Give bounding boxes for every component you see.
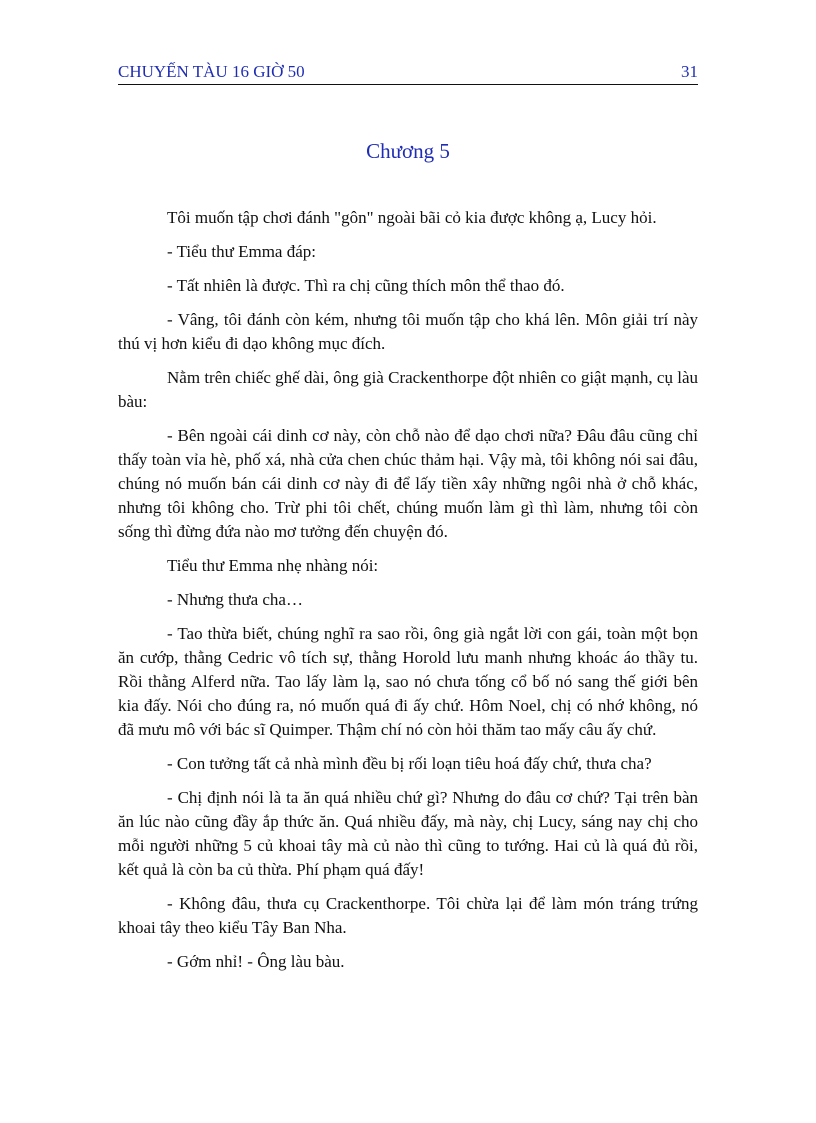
paragraph: - Tao thừa biết, chúng nghĩ ra sao rồi, ông già ngắt lời con gái, toàn một bọn ăn cướp, thằng Cedric vô tích sự, thằng Horold lưu manh nhưng khoác áo thầy tu. Rồi thằng Alferd nữa. Tao lấy làm lạ, sao nó chưa tống cổ bố nó sang thế giới bên kia đấy. Nói cho đúng ra, nó muốn quá đi ấy chứ. Hôm Noel, chị có nhớ không, nó đã mưu mô với bác sĩ Quimper. Thậm chí nó còn hỏi thăm tao mấy câu ấy chứ.	[118, 624, 698, 739]
paragraph: - Tất nhiên là được. Thì ra chị cũng thích môn thể thao đó.	[167, 276, 565, 295]
header-rule	[118, 84, 698, 85]
paragraph: - Nhưng thưa cha…	[167, 590, 303, 609]
paragraph: - Không đâu, thưa cụ Crackenthorpe. Tôi chừa lại để làm món tráng trứng khoai tây theo kiểu Tây Ban Nha.	[118, 894, 698, 937]
paragraph: Tôi muốn tập chơi đánh "gôn" ngoài bãi cỏ kia được không ạ, Lucy hỏi.	[167, 208, 657, 227]
paragraph: - Bên ngoài cái dinh cơ này, còn chỗ nào để dạo chơi nữa? Đâu đâu cũng chỉ thấy toàn vỉa hè, phố xá, nhà cửa chen chúc thảm hại. Vậy mà, tôi không nói sai đâu, chúng nó muốn bán cái dinh cơ này đi để lấy tiền xây những ngôi nhà ở chỗ khác, nhưng tôi không cho. Trừ phi tôi chết, chúng muốn làm gì thì làm, nhưng tôi còn sống thì đừng đứa nào mơ tưởng đến chuyện đó.	[118, 426, 698, 541]
paragraph: - Tiểu thư Emma đáp:	[167, 242, 316, 261]
chapter-title: Chương 5	[366, 139, 450, 163]
page-number: 31	[681, 62, 698, 81]
paragraph: - Chị định nói là ta ăn quá nhiều chứ gì? Nhưng do đâu cơ chứ? Tại trên bàn ăn lúc nào cũng đầy ắp thức ăn. Quá nhiều đấy, mà này, chị Lucy, sáng nay chị cho mỗi người những 5 củ khoai tây mà củ nào thì cũng to tướng. Hai củ là quá đủ rồi, kết quả là còn ba củ thừa. Phí phạm quá đấy!	[118, 788, 698, 879]
paragraph: Nằm trên chiếc ghế dài, ông già Crackenthorpe đột nhiên co giật mạnh, cụ làu bàu:	[118, 368, 698, 411]
paragraph: Tiểu thư Emma nhẹ nhàng nói:	[167, 556, 379, 575]
running-header-title: CHUYẾN TÀU 16 GIỜ 50	[118, 62, 305, 81]
running-header	[118, 62, 698, 84]
paragraph: - Vâng, tôi đánh còn kém, nhưng tôi muốn tập cho khá lên. Môn giải trí này thú vị hơn kiểu đi dạo không mục đích.	[118, 310, 698, 353]
paragraph: - Gớm nhỉ! - Ông làu bàu.	[167, 952, 345, 971]
body-text	[118, 206, 698, 984]
paragraph: - Con tưởng tất cả nhà mình đều bị rối loạn tiêu hoá đấy chứ, thưa cha?	[167, 754, 652, 773]
